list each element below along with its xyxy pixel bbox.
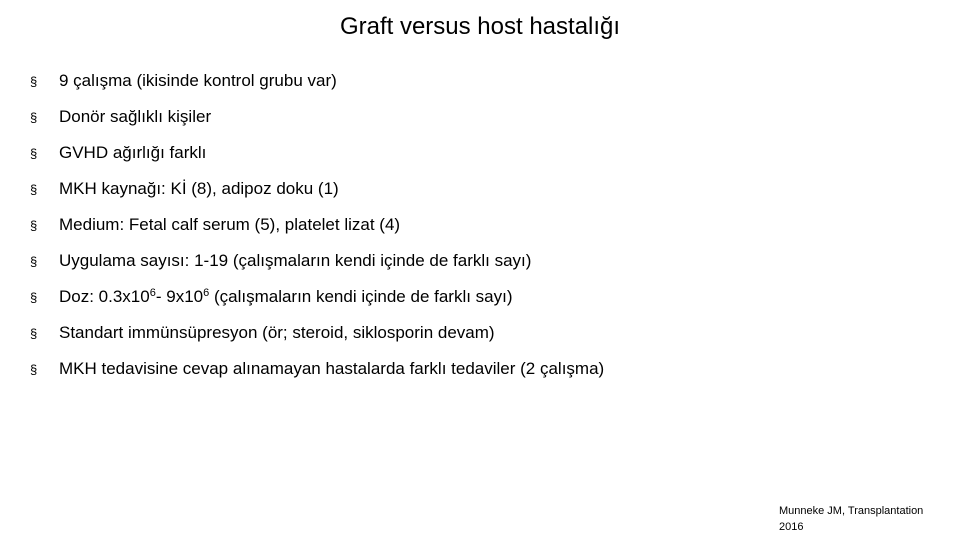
bullet-text: 9 çalışma (ikisinde kontrol grubu var) xyxy=(59,71,337,90)
bullet-item-application-count xyxy=(30,250,604,286)
bullet-item-nonresponders xyxy=(30,358,604,394)
bullet-text-dose xyxy=(59,286,513,308)
bullet-text: Medium: Fetal calf serum (5), platelet lizat (4) xyxy=(59,215,401,234)
bullet-item-dose xyxy=(30,286,604,322)
bullet-marker-icon: § xyxy=(30,362,38,377)
bullet-marker-icon: § xyxy=(30,290,38,305)
bullet-text: GVHD ağırlığı farklı xyxy=(59,143,207,162)
bullet-item-gvhd-severity xyxy=(30,142,604,178)
bullet-marker-icon: § xyxy=(30,182,38,197)
citation xyxy=(779,503,923,535)
bullet-marker-icon: § xyxy=(30,254,38,269)
citation-year: 2016 xyxy=(779,521,804,533)
bullet-item-donors xyxy=(30,106,604,142)
bullet-marker-icon: § xyxy=(30,74,38,89)
dose-exponent-1: 6 xyxy=(149,287,156,299)
bullet-marker-icon: § xyxy=(30,110,38,125)
dose-suffix: (çalışmaların kendi içinde de farklı sayı) xyxy=(209,287,513,306)
citation-author: Munneke JM, Transplantation xyxy=(779,505,924,517)
bullet-item-medium xyxy=(30,214,604,250)
bullet-item-immunosuppression xyxy=(30,322,604,358)
bullet-marker-icon: § xyxy=(30,146,38,161)
bullet-item-msc-source xyxy=(30,178,604,214)
dose-exponent-2: 6 xyxy=(203,287,210,299)
bullet-text: Uygulama sayısı: 1-19 (çalışmaların kendi içinde de farklı sayı) xyxy=(59,251,532,270)
dose-prefix: Doz: 0.3x10 xyxy=(59,287,150,306)
slide-title: Graft versus host hastalığı xyxy=(339,13,621,40)
bullet-text: MKH kaynağı: Kİ (8), adipoz doku (1) xyxy=(59,179,339,198)
bullet-list xyxy=(30,70,604,394)
bullet-item-studies xyxy=(30,70,604,106)
bullet-text: MKH tedavisine cevap alınamayan hastalarda farklı tedaviler (2 çalışma) xyxy=(59,359,605,378)
dose-middle: - 9x10 xyxy=(155,287,204,306)
bullet-text: Donör sağlıklı kişiler xyxy=(59,107,212,126)
bullet-marker-icon: § xyxy=(30,218,38,233)
bullet-text: Standart immünsüpresyon (ör; steroid, siklosporin devam) xyxy=(59,323,495,342)
bullet-marker-icon: § xyxy=(30,326,38,341)
